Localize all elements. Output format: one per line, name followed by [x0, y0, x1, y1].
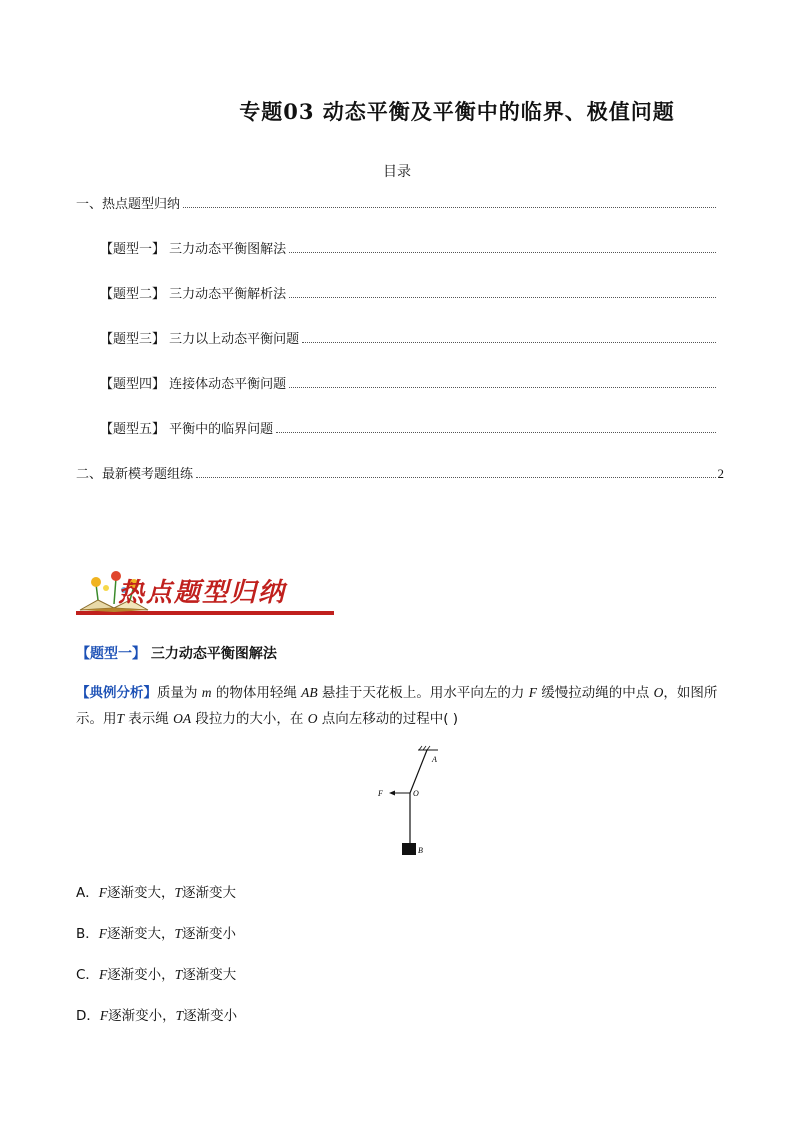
problem-text: 段拉力的大小，在	[191, 711, 308, 727]
toc-entry[interactable]	[100, 418, 724, 436]
option-prefix: D．	[76, 1008, 100, 1024]
toc-entry-label: 【题型四】 连接体动态平衡问题	[100, 377, 287, 392]
option-text: 逐渐变小，	[107, 967, 175, 983]
option-text: 逐渐变大，	[107, 926, 175, 942]
variable-o: O	[307, 711, 318, 726]
toc-leader	[289, 251, 716, 253]
variable-f: F	[98, 967, 108, 982]
option-text: 逐渐变大，	[107, 885, 175, 901]
variable-f: F	[99, 1008, 109, 1023]
variable-f: F	[98, 885, 107, 900]
toc-entry-label: 【题型二】 三力动态平衡解析法	[100, 287, 287, 302]
option-c[interactable]	[76, 963, 236, 983]
problem-text: ，如图所示。用	[76, 685, 718, 727]
section-tag: 【题型一】	[76, 646, 146, 662]
option-text: 逐渐变小，	[108, 1008, 176, 1024]
toc-leader	[196, 476, 715, 478]
problem-statement	[76, 680, 726, 732]
problem-figure	[370, 745, 437, 860]
variable-m: m	[201, 685, 212, 700]
arrowhead	[389, 791, 395, 796]
page-title: 专题03 动态平衡及平衡中的临界、极值问题	[239, 99, 675, 124]
variable-t: T	[174, 967, 183, 982]
toc-entry-label: 【题型一】 三力动态平衡图解法	[100, 242, 287, 257]
label-f: F	[378, 789, 383, 798]
example-tag: 【典例分析】	[76, 685, 157, 701]
option-d[interactable]	[76, 1004, 237, 1024]
banner-title: 热点题型归纳	[118, 578, 287, 608]
option-text: 逐渐变小	[182, 926, 237, 942]
section-heading	[76, 643, 277, 663]
toc-page-number: 2	[717, 466, 724, 481]
ceiling-hatch	[419, 746, 430, 750]
toc-leader	[289, 386, 716, 388]
problem-text: 缓慢拉动绳的中点	[536, 685, 654, 701]
toc-entry-label: 【题型三】 三力以上动态平衡问题	[100, 332, 300, 347]
problem-text: 点向左移动的过程中( )	[317, 711, 459, 727]
label-o: O	[413, 789, 419, 798]
label-a: A	[432, 755, 437, 764]
toc-entry-label: 一、热点题型归纳	[76, 197, 181, 212]
toc-entry[interactable]	[100, 238, 724, 256]
variable-f: F	[528, 685, 537, 700]
mass-block	[402, 843, 416, 855]
toc-leader	[289, 296, 716, 298]
problem-text: 质量为	[157, 685, 202, 701]
toc-entry[interactable]	[76, 193, 724, 211]
option-prefix: C．	[76, 967, 99, 983]
toc-entry[interactable]	[100, 373, 724, 391]
problem-text: 表示绳	[124, 711, 174, 727]
label-b: B	[418, 846, 423, 855]
problem-text: 悬挂于天花板上。用水平向左的力	[317, 685, 529, 701]
toc-leader	[183, 206, 716, 208]
variable-t: T	[174, 926, 183, 941]
option-b[interactable]	[76, 922, 236, 942]
option-prefix: A．	[76, 885, 99, 901]
toc-leader	[302, 341, 716, 343]
option-text: 逐渐变小	[183, 1008, 238, 1024]
toc-leader	[276, 431, 716, 433]
option-text: 逐渐变大	[182, 967, 237, 983]
variable-f: F	[98, 926, 108, 941]
toc-entry-label: 二、最新模考题组练	[76, 467, 194, 482]
variable-t: T	[175, 1008, 184, 1023]
toc-heading: 目录	[383, 164, 411, 180]
variable-oa: OA	[173, 711, 192, 726]
variable-o: O	[653, 685, 664, 700]
variable-t: T	[174, 885, 183, 900]
problem-text: 的物体用轻绳	[211, 685, 302, 701]
option-prefix: B．	[76, 926, 99, 942]
toc-entry[interactable]	[76, 463, 724, 481]
toc-entry[interactable]	[100, 283, 724, 301]
option-a[interactable]	[76, 881, 236, 901]
rope-oa	[410, 750, 427, 793]
toc-entry[interactable]	[100, 328, 724, 346]
variable-ab: AB	[301, 685, 318, 700]
section-title: 三力动态平衡图解法	[146, 646, 277, 662]
option-text: 逐渐变大	[182, 885, 237, 901]
toc-entry-label: 【题型五】 平衡中的临界问题	[100, 422, 274, 437]
variable-t: T	[116, 711, 125, 726]
